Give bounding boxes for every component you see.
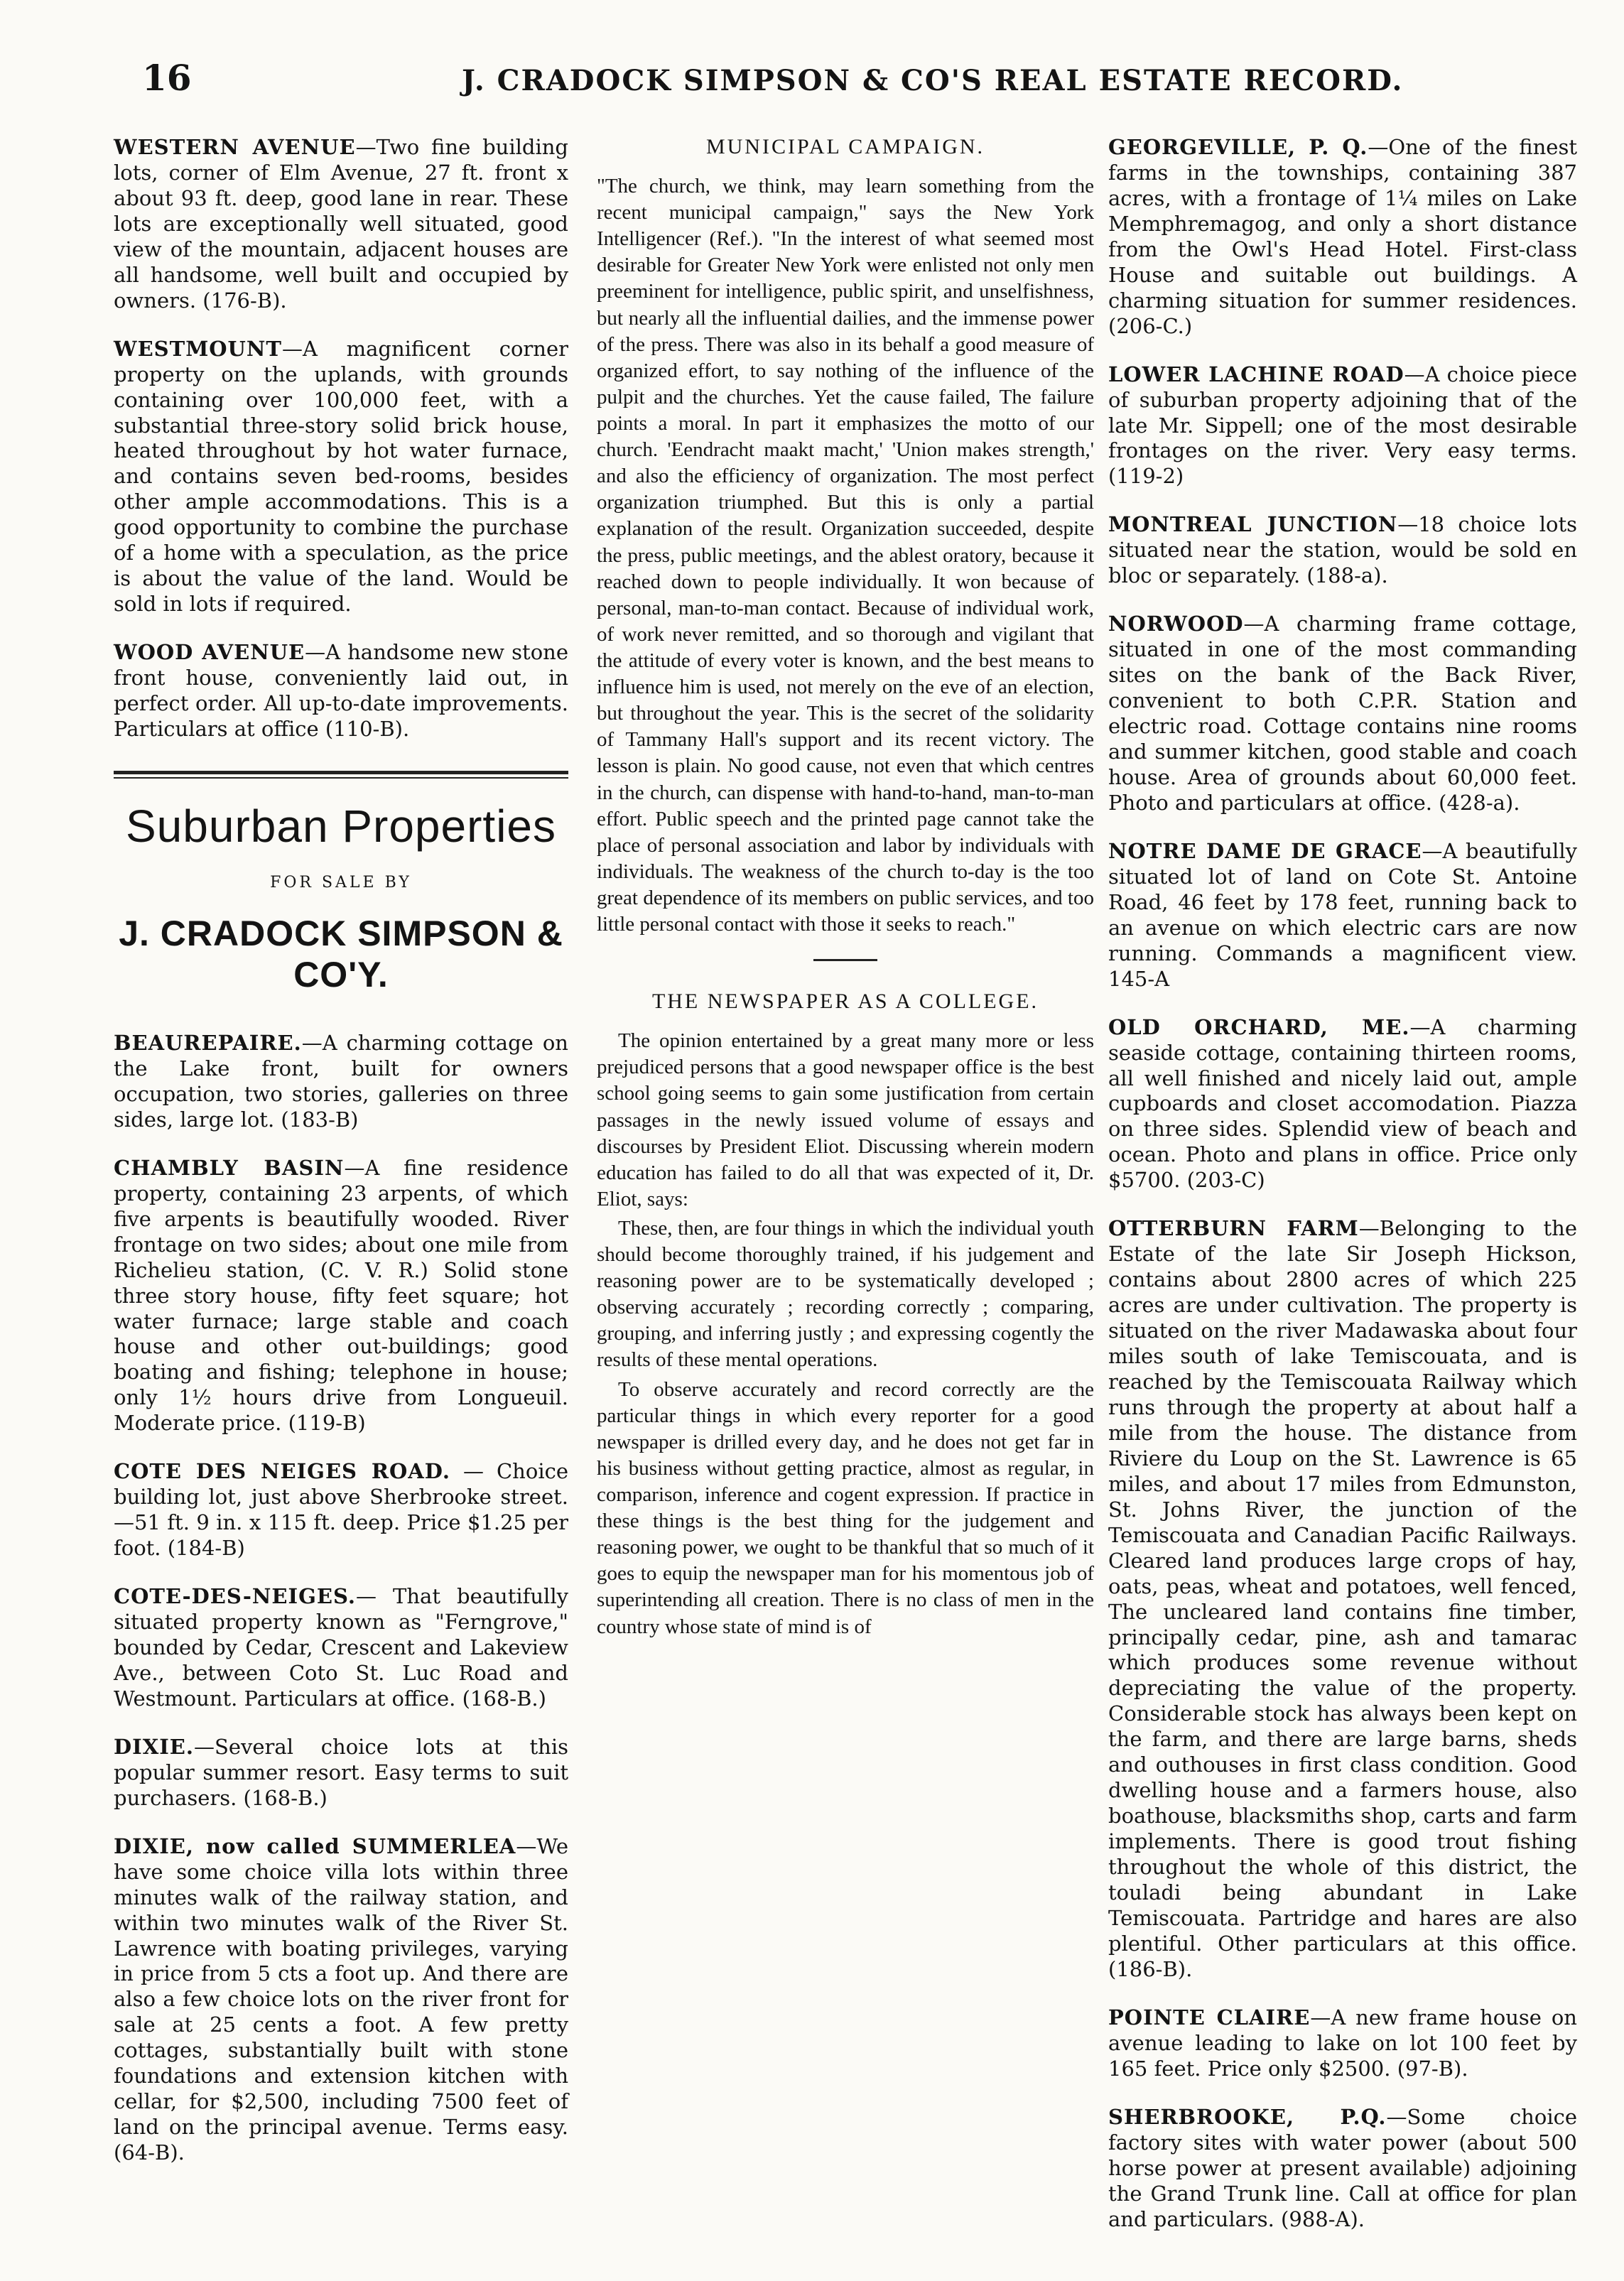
article-paragraph: "The church, we think, may learn something from the recent municipal campaign," says the New York Intelligencer (Ref.). "In the interest of what seemed most desirable for Greater New York were enlisted not only men preeminent for intelligence, public spirit, and unselfishness, but nearly all the influential dailies, and the immense power of the press. There was also in its behalf a good measure of organized effort, to say nothing of the influence of the pulpit and the churches. Yet the cause failed, The failure points a moral. In part it emphasizes the motto of our church. 'Eendracht maakt macht,' 'Union makes strength,' and also the efficiency of organization. The most perfect organization triumphed. But this is only a partial explanation of the result. Organization succeeded, despite the press, public meetings, and the ablest oratory, because it reached down to people individually. It won because of personal, man-to-man contact. Because of individual work, of work never remitted, and so thorough and vigilant that the attitude of every voter is known, and the best means to influence him is used, not merely on the eve of an election, but throughout the year. This is the secret of the solidarity of Tammany Hall's support and its recent victory. The lesson is plain. No good cause, not even that which centres in the church, can dispense with hand-to-hand, man-to-man effort. Public speech and the printed page cannot take the place of personal association and labor by individuals with individuals. The weakness of the church to-day is the too great dependence of its members on public services, and too little personal contact with those it seeks to reach." <box>597 175 1094 936</box>
listing-beaurepaire <box>114 1031 568 1133</box>
article-title-newspaper-college: THE NEWSPAPER AS A COLLEGE. <box>651 990 1039 1014</box>
listing-text: — That beautifully situated property known as "Ferngrove," bounded by Cedar, Crescent and Lakeview Ave., between Coto St. Luc Road and Westmount. Particulars at office. (168-B.) <box>114 1584 568 1711</box>
listing-text: —Belonging to the Estate of the late Sir Joseph Hickson, contains about 2800 acres of which 225 acres are under cultivation. The property is situated on the river Madawaska about four miles south of lake Temiscouata, and is reached by the Temiscouata Railway which runs through the property at about half a mile from the house. The distance from Riviere du Loup on the St. Lawrence is 65 miles, and about 17 miles from Edmunston, St. Johns River, the junction of the Temiscouata and Canadian Pacific Railways. Cleared land produces large crops of hay, oats, peas, wheat and potatoes, well fenced, The uncleared land contains fine timber, principally cedar, pine, ash and tamarac which produces some revenue without depreciating the value of the property. Considerable stock has always been kept on the farm, and there are large barns, sheds and outhouses in first class condition. Good dwelling house and a farmers house, also boathouse, blacksmiths shop, carts and farm implements. There is good trout fishing throughout the whole of this district, the touladi being abundant in Lake Temiscouata. Partridge and hares are also plentiful. Other particulars at this office. (186-B). <box>1108 1216 1577 1981</box>
listing-text: —A choice piece of suburban property adjoining that of the late Mr. Sippell; one of the most desirable frontages on the river. Very easy terms. (119-2) <box>1108 362 1577 489</box>
listing-montreal-junction <box>1108 512 1577 589</box>
column-right <box>1108 135 1577 2255</box>
listing-lower-lachine-road <box>1108 362 1577 490</box>
listing-head: GEORGEVILLE, P. Q. <box>1108 135 1368 159</box>
listing-chambly-basin <box>114 1156 568 1436</box>
listing-pointe-claire <box>1108 2005 1577 2082</box>
article-paragraph: These, then, are four things in which the individual youth should become thoroughly trained, if his judgement and reasoning power are to be systematically developed ; observing accurately ; recording correctly ; comparing, grouping, and inferring justly ; and expressing cogently the results of these mental operations. <box>597 1216 1094 1372</box>
listing-text: —A charming cottage on the Lake front, built for owners occupation, two stories, galleries on three sides, large lot. (183-B) <box>114 1030 568 1132</box>
listing-old-orchard <box>1108 1015 1577 1194</box>
page-number: 16 <box>142 57 192 99</box>
column-left <box>114 135 568 2189</box>
listing-text: —A beautifully situated lot of land on Cote St. Antoine Road, 46 feet by 178 feet, running back to an avenue on which electric cars are now running. Commands a magnificent view. 145-A <box>1108 838 1577 991</box>
listing-text: —A new frame house on avenue leading to lake on lot 100 feet by 165 feet. Price only $2500. (97-B). <box>1108 2005 1577 2081</box>
listing-notre-dame-de-grace <box>1108 839 1577 992</box>
listing-head: NOTRE DAME DE GRACE <box>1108 838 1422 863</box>
article-divider <box>813 959 877 961</box>
listing-dixie-summerlea <box>114 1834 568 2166</box>
listing-head: OTTERBURN FARM <box>1108 1216 1359 1241</box>
listing-head: BEAUREPAIRE. <box>114 1030 302 1055</box>
listing-westmount <box>114 337 568 617</box>
article-paragraph: The opinion entertained by a great many more or less prejudiced persons that a good newspaper office is the best school going seems to gain some justification from certain passages in the newly issued volume of essays and discourses by President Eliot. Discussing wherein modern education has failed to do all that was expected of it, Dr. Eliot, says: <box>597 1029 1094 1210</box>
listing-text: — Choice building lot, just above Sherbrooke street.—51 ft. 9 in. x 115 ft. deep. Price $1.25 per foot. (184-B) <box>114 1459 568 1561</box>
listing-text: —A charming seaside cottage, containing thirteen rooms, all well finished and nicely laid out, ample cupboards and closet accomodation. Piazza on three sides. Splendid view of beach and ocean. Photo and plans in office. Price only $5700. (203-C) <box>1108 1014 1577 1193</box>
listing-head: LOWER LACHINE ROAD <box>1108 362 1404 386</box>
for-sale-by-label: FOR SALE BY <box>270 873 412 892</box>
article-paragraph: To observe accurately and record correctly are the particular things in which every reporter for a good newspaper is drilled every day, and he does not get far in his business without getting practice, almost as regular, in comparison, inference and cogent expression. If practice in these things is the best thing for the judgement and reasoning power, we ought to be thankful that so much of it goes to equip the newspaper man for his momentous job of superintending all creation. There is no class of men in the country whose state of mind is of <box>597 1377 1094 1638</box>
listing-head: COTE-DES-NEIGES. <box>114 1584 356 1609</box>
listing-western-avenue <box>114 135 568 314</box>
listing-text: —Two fine building lots, corner of Elm Avenue, 27 ft. front x about 93 ft. deep, good lane in rear. These lots are exceptionally well situated, good view of the mountain, adjacent houses are all handsome, well built and occupied by owners. (176-B). <box>114 135 568 313</box>
listing-cote-des-neiges <box>114 1584 568 1712</box>
listing-georgeville <box>1108 135 1577 340</box>
firm-name: J. CRADOCK SIMPSON & CO'Y. <box>119 913 563 995</box>
listing-text: —A fine residence property, containing 23 arpents, of which five arpents is beautifully wooded. River frontage on two sides; about one mile from Richelieu station, (C. V. R.) Solid stone three story house, fifty feet square; hot water furnace; large stable and coach house and other out-buildings; good boating and fishing; telephone in house; only 1½ hours drive from Longueuil. Moderate price. (119-B) <box>114 1155 568 1436</box>
listing-otterburn-farm <box>1108 1216 1577 1983</box>
listing-head: WESTMOUNT <box>114 336 282 361</box>
listing-text: —A handsome new stone front house, conveniently laid out, in perfect order. All up-to-date improvements. Particulars at office (110-B). <box>114 640 569 742</box>
article-title-municipal-campaign: MUNICIPAL CAMPAIGN. <box>705 135 985 158</box>
listing-head: DIXIE, now called SUMMERLEA <box>114 1833 516 1858</box>
listing-norwood <box>1108 612 1577 816</box>
listing-text: —A charming frame cottage, situated in one of the most commanding sites on the bank of the Back River, convenient to both C.P.R. Station and electric road. Cottage contains nine rooms and summer kitchen, good stable and coach house. Area of grounds about 60,000 feet. Photo and particulars at office. (428-a). <box>1108 612 1577 815</box>
listing-dixie <box>114 1735 568 1811</box>
listing-head: MONTREAL JUNCTION <box>1108 512 1398 537</box>
listing-text: —A magnificent corner property on the uplands, with grounds containing over 100,000 feet, with a substantial three-story solid brick house, heated throughout by hot water furnace, and contains seven bed-rooms, besides other ample accommodations. This is a good opportunity to combine the purchase of a home with a speculation, as the price is about the value of the land. Would be sold in lots if required. <box>114 336 568 617</box>
running-head: J. CRADOCK SIMPSON & CO'S REAL ESTATE RECORD. <box>462 64 1404 97</box>
page-header <box>142 43 1478 121</box>
listing-head: WESTERN AVENUE <box>114 135 356 159</box>
listing-head: WOOD AVENUE <box>114 640 305 665</box>
listing-head: POINTE CLAIRE <box>1108 2005 1311 2030</box>
listing-cote-des-neiges-road <box>114 1459 568 1561</box>
listing-wood-avenue <box>114 640 568 742</box>
listing-sherbrooke <box>1108 2105 1577 2233</box>
section-divider <box>114 771 568 779</box>
listing-head: SHERBROOKE, P.Q. <box>1108 2104 1387 2129</box>
column-middle <box>597 135 1094 1643</box>
listing-head: CHAMBLY BASIN <box>114 1155 345 1180</box>
listing-text: —18 choice lots situated near the station, would be sold en bloc or separately. (188-a). <box>1108 512 1577 588</box>
listing-text: —Several choice lots at this popular summer resort. Easy terms to suit purchasers. (168-B.) <box>114 1734 568 1810</box>
listing-text: —Some choice factory sites with water power (about 500 horse power at present available) adjoining the Grand Trunk line. Call at office for plan and particulars. (988-A). <box>1108 2104 1577 2231</box>
listing-text: —We have some choice villa lots within three minutes walk of the railway station, and within two minutes walk of the River St. Lawrence with boating privileges, varying in price from 5 cts a foot up. And there are also a few choice lots on the river front for sale at 25 cents a foot. A few pretty cottages, substantially built with stone foundations and extension kitchen with cellar, for $2,500, including 7500 feet of land on the principal avenue. Terms easy. (64-B). <box>114 1833 568 2165</box>
suburban-properties-heading: Suburban Properties <box>125 800 557 852</box>
listing-text: —One of the finest farms in the townships, containing 387 acres, with a frontage of 1¼ miles on Lake Memphremagog, and only a short distance from the Owl's Head Hotel. First-class House and suitable out buildings. A charming situation for summer residences. (206-C.) <box>1108 135 1577 338</box>
listing-head: OLD ORCHARD, ME. <box>1108 1014 1410 1039</box>
listing-head: DIXIE. <box>114 1734 194 1759</box>
listing-head: COTE DES NEIGES ROAD. <box>114 1459 450 1484</box>
listing-head: NORWOOD <box>1108 612 1244 636</box>
